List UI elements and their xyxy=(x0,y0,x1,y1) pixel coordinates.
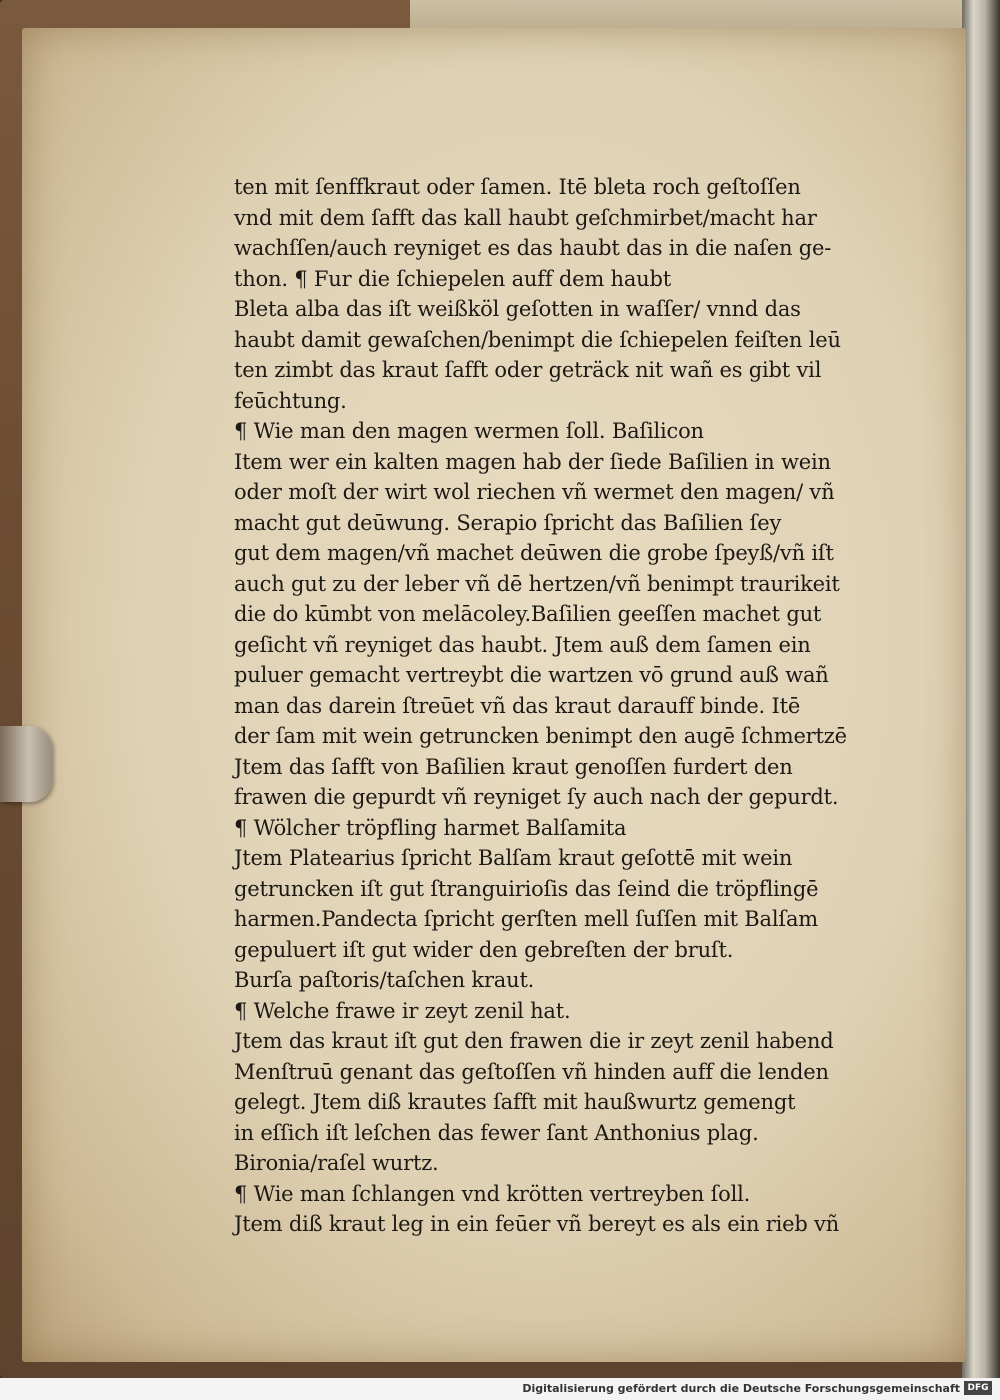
section-heading-line: ¶ Welche frawe ir zeyt zenil hat. xyxy=(234,998,571,1023)
text-line: geſicht vñ reyniget das haubt. Jtem auß dem ſamen ein xyxy=(234,632,811,657)
text-line: gut dem magen/vñ machet deūwen die grobe ſpeyß/vñ iſt xyxy=(234,541,834,565)
text-line: Menſtruū genant das geſtoſſen vñ hinden auff die lenden xyxy=(234,1059,829,1084)
text-line: ten zimbt das kraut ſafft oder geträck nit wañ es gibt vil xyxy=(234,358,822,382)
text-line: der ſam mit wein getruncken benimpt den augē ſchmertzē xyxy=(234,724,847,748)
section-heading-line: ¶ Wie man ſchlangen vnd krötten vertreyben ſoll. xyxy=(234,1181,751,1206)
page-clip xyxy=(0,726,52,802)
text-line: vnd mit dem ſafft das kall haubt geſchmirbet/macht har xyxy=(234,205,817,230)
text-line: Jtem diß kraut leg in ein feūer vñ bereyt es als ein rieb vñ xyxy=(234,1212,840,1236)
page-text-block xyxy=(234,172,854,1240)
text-line: man das darein ſtreūet vñ das kraut darauff binde. Itē xyxy=(234,693,801,718)
digitization-credit: Digitalisierung gefördert durch die Deutsche Forschungsgemeinschaft xyxy=(522,1382,960,1395)
text-line: getruncken iſt gut ſtranguirioſis das ſeind die tröpflingē xyxy=(234,876,819,901)
text-line: feūchtung. xyxy=(234,388,347,413)
plant-name-line: Burſa paſtoris/taſchen kraut. xyxy=(234,968,535,992)
text-line: Bleta alba das iſt weißköl geſotten in waſſer/ vnnd das xyxy=(234,297,801,321)
text-line: in eſſich iſt leſchen das fewer ſant Anthonius plag. xyxy=(234,1120,759,1145)
section-heading-line: ¶ Wölcher tröpfling harmet Balſamita xyxy=(234,815,627,840)
text-line: Jtem das ſafft von Baſilien kraut genoſſen furdert den xyxy=(234,754,793,779)
text-line: harmen.Pandecta ſpricht gerſten mell ſuſſen mit Balſam xyxy=(234,907,818,931)
text-line: ten mit ſenffkraut oder ſamen. Itē bleta roch geſtoſſen xyxy=(234,175,801,199)
text-line: puluer gemacht vertreybt die wartzen vō grund auß wañ xyxy=(234,663,829,687)
text-line: wachſſen/auch reyniget es das haubt das in die naſen ge- xyxy=(234,236,832,260)
text-line: frawen die gepurdt vñ reyniget ſy auch nach der gepurdt. xyxy=(234,785,839,809)
text-line: gepuluert iſt gut wider den gebreſten der bruſt. xyxy=(234,937,734,962)
text-line: auch gut zu der leber vñ dē hertzen/vñ benimpt traurikeit xyxy=(234,571,840,596)
text-line: die do kūmbt von melācoley.Baſilien geeſſen machet gut xyxy=(234,602,822,626)
text-line: gelegt. Jtem diß krautes ſafft mit haußwurtz gemengt xyxy=(234,1090,796,1114)
text-line: thon. ¶ Fur die ſchiepelen auff dem haubt xyxy=(234,266,671,291)
section-heading-line: ¶ Wie man den magen wermen ſoll. Baſilicon xyxy=(234,419,704,443)
book-edge xyxy=(962,0,1000,1400)
plant-name-line: Bironia/raſel wurtz. xyxy=(234,1151,439,1175)
text-line: Jtem Platearius ſpricht Balſam kraut geſottē mit wein xyxy=(234,846,793,870)
text-line: Item wer ein kalten magen hab der ſiede Baſilien in wein xyxy=(234,449,831,474)
text-line: macht gut deūwung. Serapio ſpricht das Baſilien ſey xyxy=(234,510,782,535)
text-line: haubt damit gewaſchen/benimpt die ſchiepelen feiſten leū xyxy=(234,327,841,352)
text-line: Jtem das kraut iſt gut den frawen die ir zeyt zenil habend xyxy=(234,1029,834,1053)
dfg-logo: DFG xyxy=(964,1381,992,1395)
text-line: oder moſt der wirt wol riechen vñ wermet den magen/ vñ xyxy=(234,480,835,504)
